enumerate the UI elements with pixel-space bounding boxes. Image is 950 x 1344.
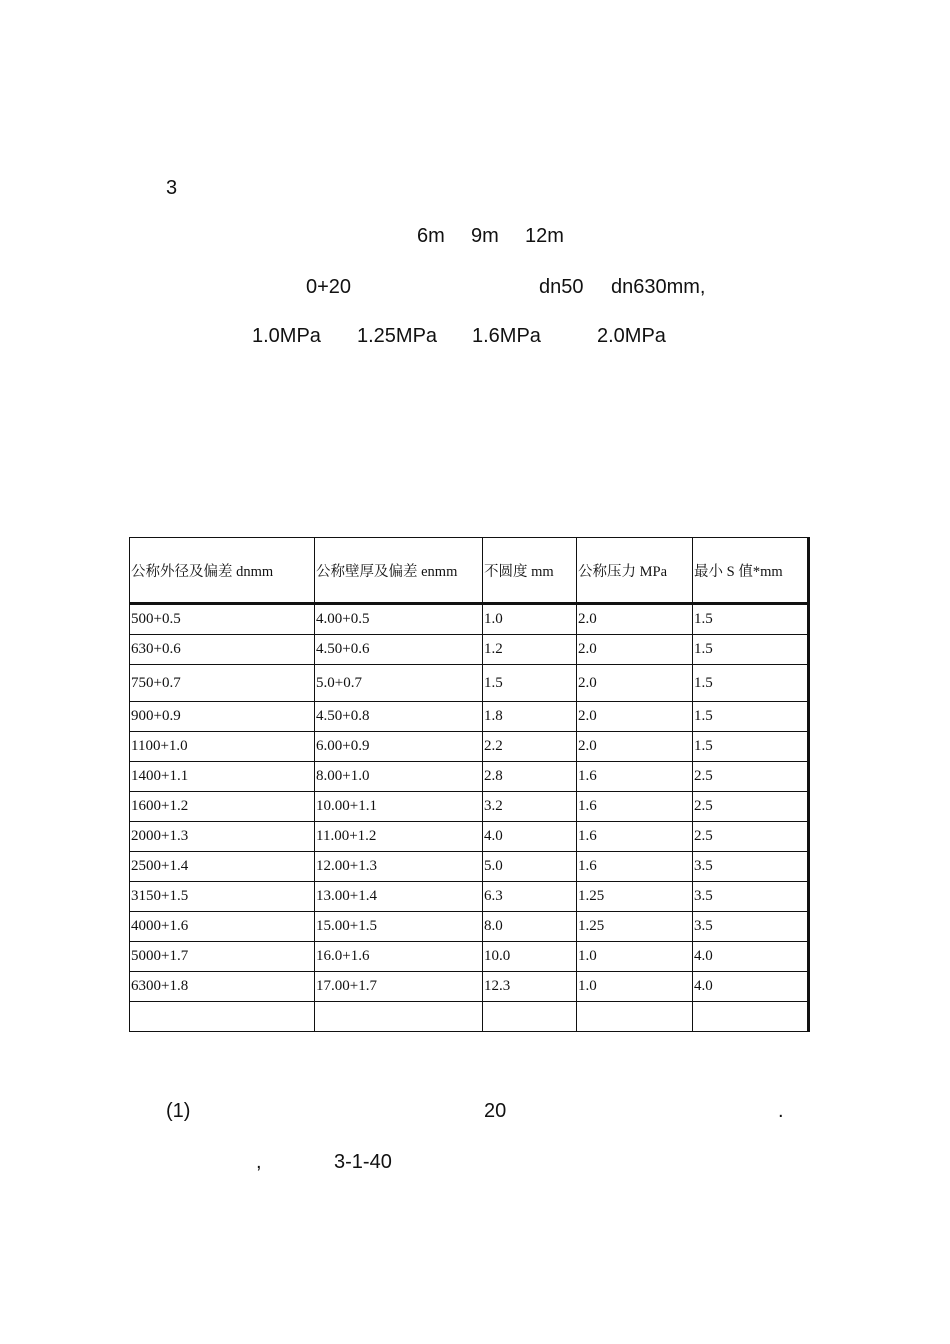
cell-out-of-roundness: 3.2 [483, 792, 577, 822]
cell-min-s-value: 4.0 [693, 942, 809, 972]
cell-wall-thickness: 17.00+1.7 [315, 972, 483, 1002]
cell-nominal-pressure: 1.0 [577, 972, 693, 1002]
cell-outer-diameter: 6300+1.8 [130, 972, 315, 1002]
cell-wall-thickness: 16.0+1.6 [315, 942, 483, 972]
header-nominal-pressure: 公称压力 MPa [577, 538, 693, 604]
cell-nominal-pressure: 1.6 [577, 792, 693, 822]
cell-min-s-value: 2.5 [693, 822, 809, 852]
cell-min-s-value: 3.5 [693, 852, 809, 882]
cell-wall-thickness: 12.00+1.3 [315, 852, 483, 882]
cell-min-s-value [693, 1002, 809, 1032]
table-row-empty [130, 1002, 809, 1032]
cell-min-s-value: 3.5 [693, 912, 809, 942]
cell-outer-diameter: 1400+1.1 [130, 762, 315, 792]
length-6m: 6m [417, 225, 445, 247]
cell-out-of-roundness: 1.5 [483, 665, 577, 702]
length-12m: 12m [525, 225, 564, 247]
cell-min-s-value: 1.5 [693, 732, 809, 762]
table-row [130, 604, 809, 635]
cell-wall-thickness: 15.00+1.5 [315, 912, 483, 942]
cell-wall-thickness: 8.00+1.0 [315, 762, 483, 792]
pressure-3: 1.6MPa [472, 325, 541, 347]
section-number: 3 [166, 177, 178, 199]
cell-out-of-roundness: 10.0 [483, 942, 577, 972]
cell-nominal-pressure: 2.0 [577, 665, 693, 702]
cell-out-of-roundness [483, 1002, 577, 1032]
cell-out-of-roundness: 4.0 [483, 822, 577, 852]
cell-nominal-pressure [577, 1002, 693, 1032]
table-row [130, 702, 809, 732]
cell-nominal-pressure: 2.0 [577, 604, 693, 635]
cell-out-of-roundness: 1.8 [483, 702, 577, 732]
cell-outer-diameter: 1600+1.2 [130, 792, 315, 822]
table-header-row [130, 538, 809, 604]
cell-wall-thickness: 5.0+0.7 [315, 665, 483, 702]
cell-nominal-pressure: 1.25 [577, 882, 693, 912]
cell-outer-diameter: 2500+1.4 [130, 852, 315, 882]
table-row [130, 972, 809, 1002]
cell-outer-diameter [130, 1002, 315, 1032]
cell-out-of-roundness: 12.3 [483, 972, 577, 1002]
diameter-min: dn50 [539, 276, 584, 298]
cell-outer-diameter: 4000+1.6 [130, 912, 315, 942]
cell-nominal-pressure: 1.6 [577, 822, 693, 852]
cell-out-of-roundness: 5.0 [483, 852, 577, 882]
header-outer-diameter: 公称外径及偏差 dnmm [130, 538, 315, 604]
cell-outer-diameter: 5000+1.7 [130, 942, 315, 972]
cell-wall-thickness: 4.50+0.6 [315, 635, 483, 665]
note-period: . [778, 1100, 784, 1122]
header-out-of-roundness: 不圆度 mm [483, 538, 577, 604]
pressure-4: 2.0MPa [597, 325, 666, 347]
note-number: 20 [484, 1100, 507, 1122]
cell-nominal-pressure: 1.6 [577, 852, 693, 882]
cell-outer-diameter: 1100+1.0 [130, 732, 315, 762]
cell-outer-diameter: 750+0.7 [130, 665, 315, 702]
table-row [130, 665, 809, 702]
table-row [130, 762, 809, 792]
cell-min-s-value: 1.5 [693, 665, 809, 702]
cell-out-of-roundness: 1.0 [483, 604, 577, 635]
table-row [130, 852, 809, 882]
cell-outer-diameter: 500+0.5 [130, 604, 315, 635]
cell-min-s-value: 2.5 [693, 762, 809, 792]
cell-out-of-roundness: 2.8 [483, 762, 577, 792]
cell-out-of-roundness: 8.0 [483, 912, 577, 942]
cell-min-s-value: 1.5 [693, 635, 809, 665]
cell-nominal-pressure: 2.0 [577, 702, 693, 732]
header-min-s-value: 最小 S 值*mm [693, 538, 809, 604]
cell-min-s-value: 1.5 [693, 702, 809, 732]
cell-wall-thickness: 13.00+1.4 [315, 882, 483, 912]
cell-nominal-pressure: 2.0 [577, 635, 693, 665]
table-row [130, 942, 809, 972]
pressure-1: 1.0MPa [252, 325, 321, 347]
cell-wall-thickness: 10.00+1.1 [315, 792, 483, 822]
cell-out-of-roundness: 1.2 [483, 635, 577, 665]
cell-out-of-roundness: 2.2 [483, 732, 577, 762]
cell-min-s-value: 2.5 [693, 792, 809, 822]
note-label: (1) [166, 1100, 191, 1122]
cell-min-s-value: 1.5 [693, 604, 809, 635]
cell-wall-thickness: 4.00+0.5 [315, 604, 483, 635]
length-9m: 9m [471, 225, 499, 247]
header-wall-thickness: 公称壁厚及偏差 enmm [315, 538, 483, 604]
table-row [130, 792, 809, 822]
table-row [130, 882, 809, 912]
pressure-2: 1.25MPa [357, 325, 438, 347]
note-comma: , [256, 1151, 262, 1173]
cell-nominal-pressure: 1.6 [577, 762, 693, 792]
figure-reference: 3-1-40 [334, 1151, 392, 1173]
pipe-spec-table [129, 537, 810, 1032]
table-row [130, 912, 809, 942]
cell-wall-thickness: 11.00+1.2 [315, 822, 483, 852]
diameter-max: dn630mm, [611, 276, 706, 298]
cell-outer-diameter: 900+0.9 [130, 702, 315, 732]
table-row [130, 822, 809, 852]
table-row [130, 635, 809, 665]
cell-wall-thickness: 6.00+0.9 [315, 732, 483, 762]
cell-wall-thickness [315, 1002, 483, 1032]
cell-nominal-pressure: 1.0 [577, 942, 693, 972]
length-tolerance: 0+20 [306, 276, 352, 298]
cell-outer-diameter: 630+0.6 [130, 635, 315, 665]
cell-wall-thickness: 4.50+0.8 [315, 702, 483, 732]
cell-nominal-pressure: 1.25 [577, 912, 693, 942]
cell-nominal-pressure: 2.0 [577, 732, 693, 762]
cell-outer-diameter: 2000+1.3 [130, 822, 315, 852]
cell-min-s-value: 4.0 [693, 972, 809, 1002]
cell-out-of-roundness: 6.3 [483, 882, 577, 912]
cell-outer-diameter: 3150+1.5 [130, 882, 315, 912]
table-row [130, 732, 809, 762]
cell-min-s-value: 3.5 [693, 882, 809, 912]
